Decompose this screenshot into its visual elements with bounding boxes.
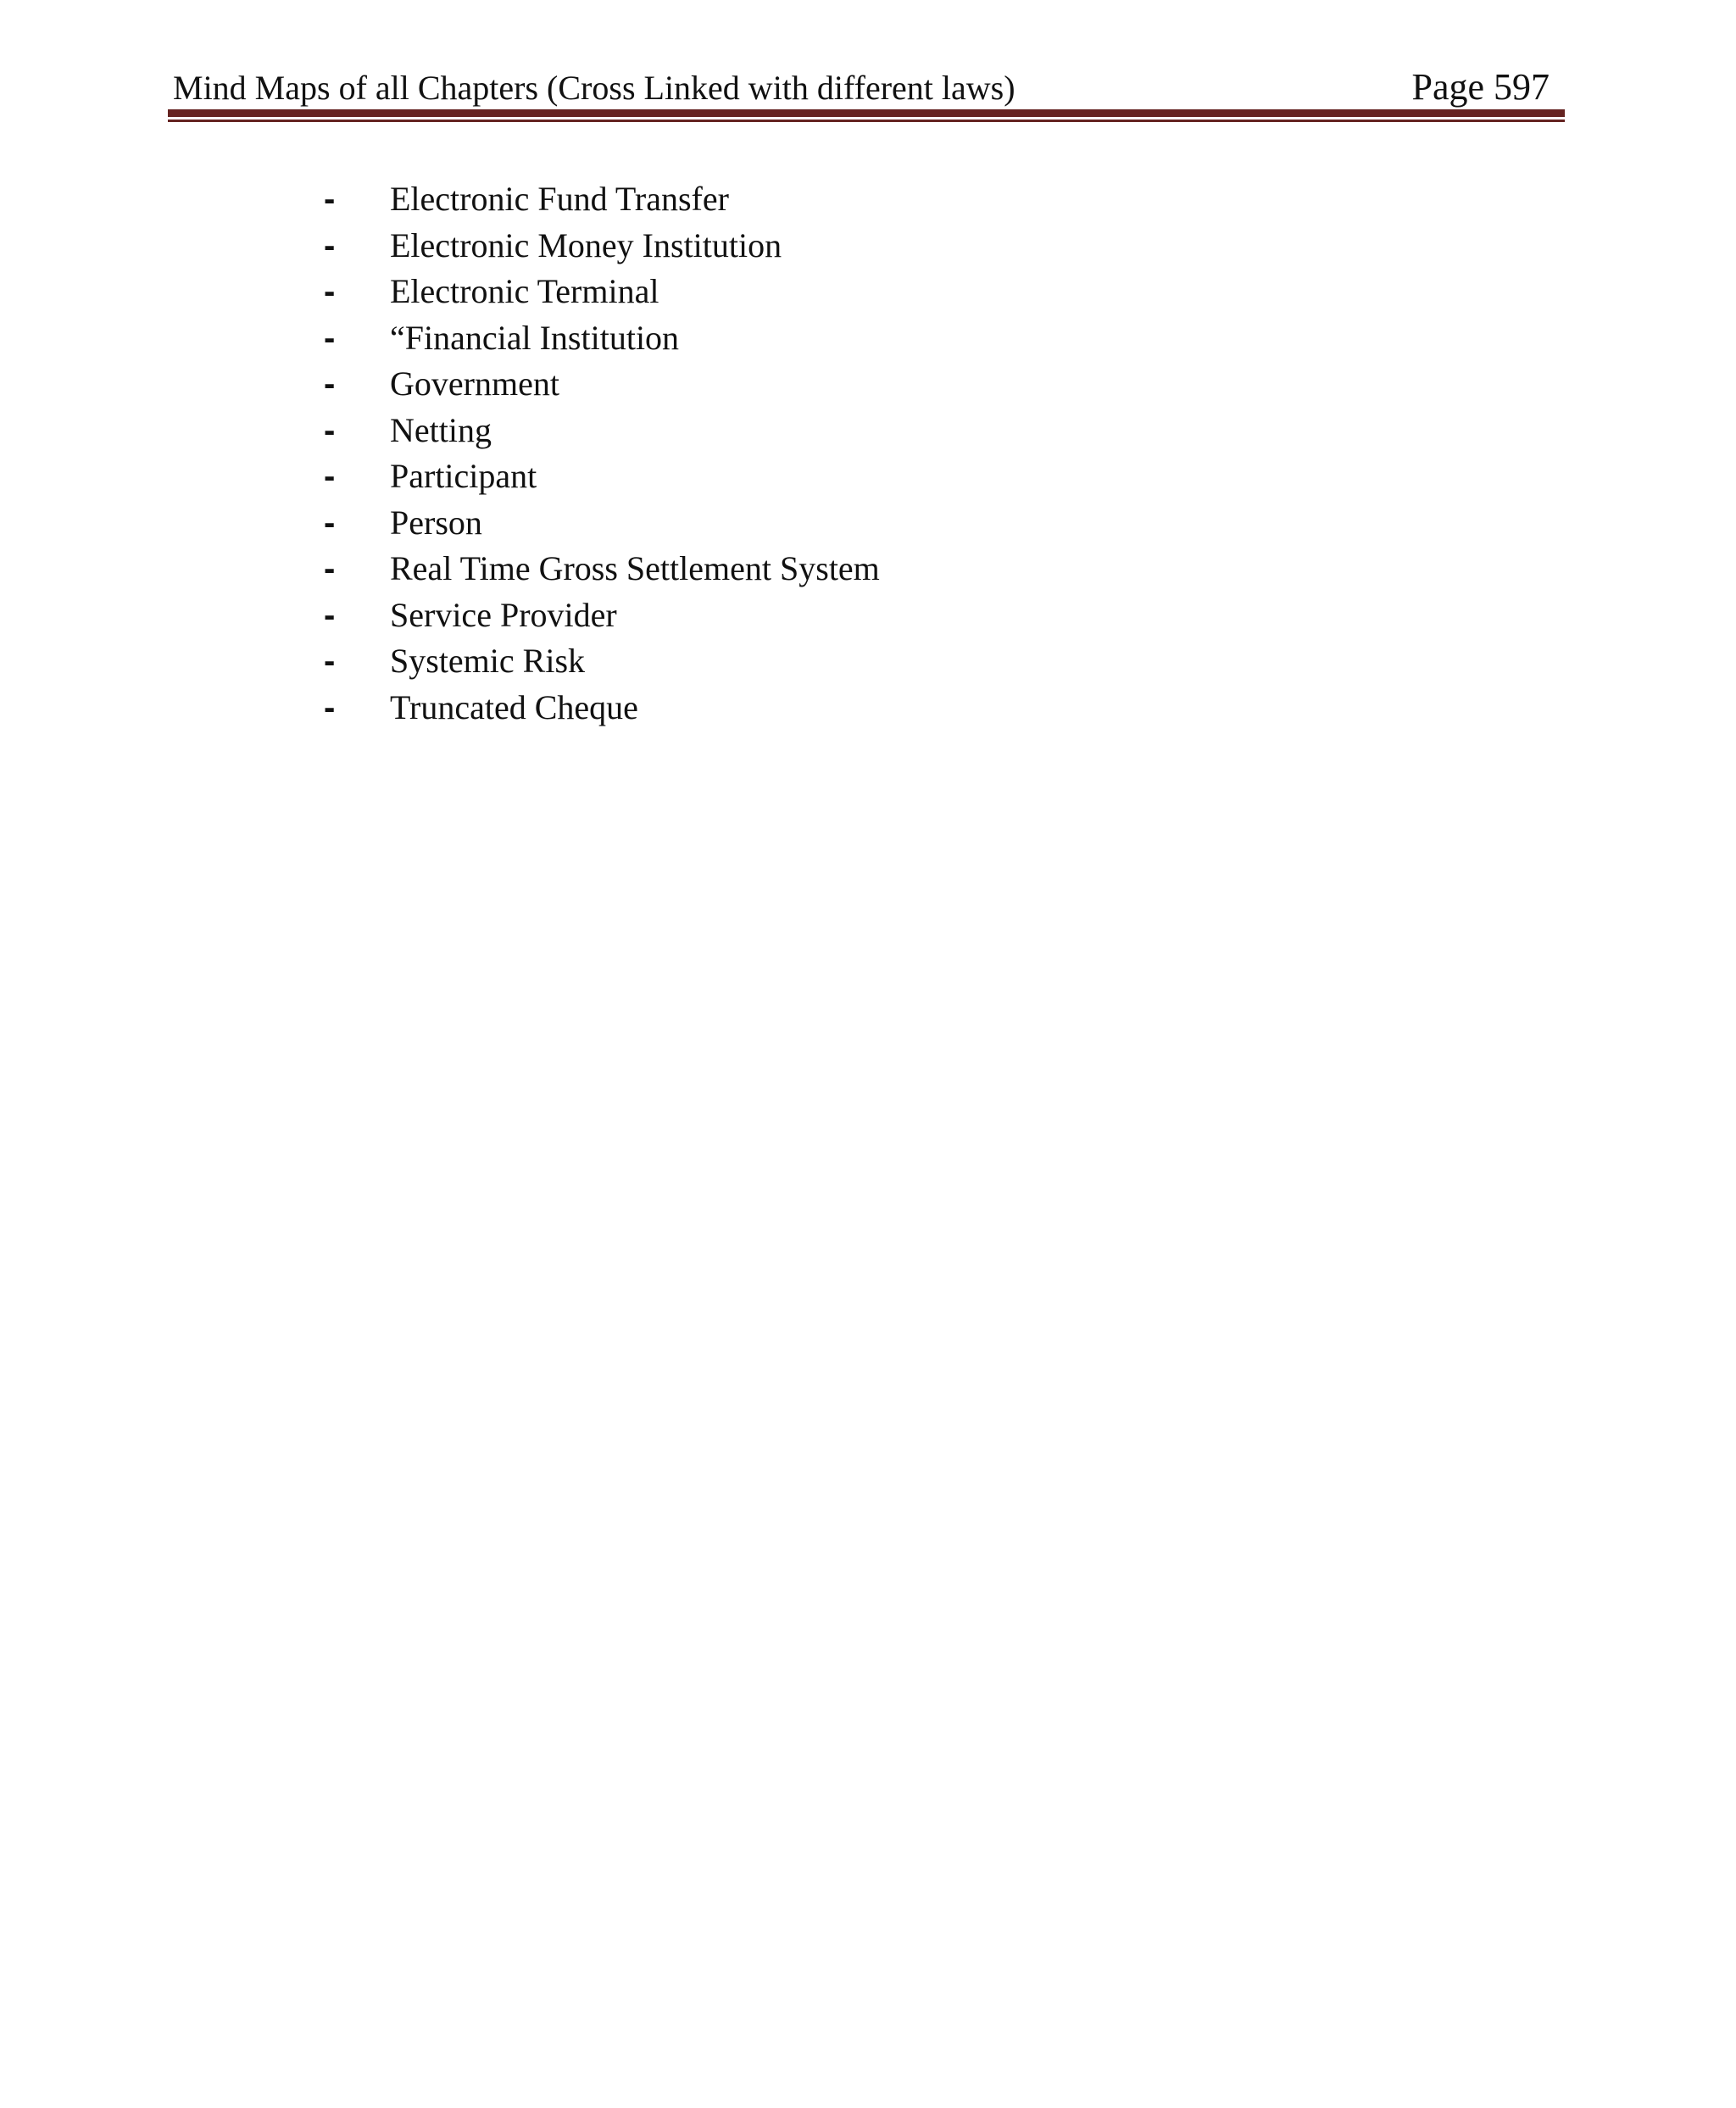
page-header (168, 61, 1555, 112)
dash-bullet: - (324, 411, 336, 449)
list-item-text: Person (390, 503, 482, 542)
list-item-text: Systemic Risk (390, 642, 586, 680)
header-rule-thick (168, 109, 1565, 117)
dash-bullet: - (324, 642, 336, 680)
list-item-text: Netting (390, 410, 492, 449)
list-item-text: Real Time Gross Settlement System (390, 549, 880, 587)
list-item-text: Government (390, 364, 559, 403)
header-title: Mind Maps of all Chapters (Cross Linked with different laws) (173, 69, 1015, 107)
page-number: Page 597 (1411, 66, 1550, 108)
dash-bullet: - (324, 273, 336, 310)
dash-bullet: - (324, 550, 336, 587)
list-item-text: Participant (390, 457, 537, 495)
dash-bullet: - (324, 503, 336, 542)
list-item-text: Truncated Cheque (390, 687, 638, 726)
list-item-text: Electronic Fund Transfer (390, 180, 729, 218)
list-item-text: “Financial Institution (390, 318, 680, 357)
header-rule-thin (168, 120, 1565, 122)
dash-bullet: - (324, 688, 336, 726)
list-item-text: Electronic Terminal (390, 272, 659, 310)
dash-bullet: - (324, 181, 336, 218)
dash-bullet: - (324, 226, 336, 264)
list-item-text: Electronic Money Institution (390, 225, 782, 264)
list-item-text: Service Provider (390, 595, 617, 634)
dash-bullet: - (324, 596, 336, 634)
dash-bullet: - (324, 365, 336, 403)
dash-bullet: - (324, 319, 336, 357)
dash-bullet: - (324, 458, 336, 495)
